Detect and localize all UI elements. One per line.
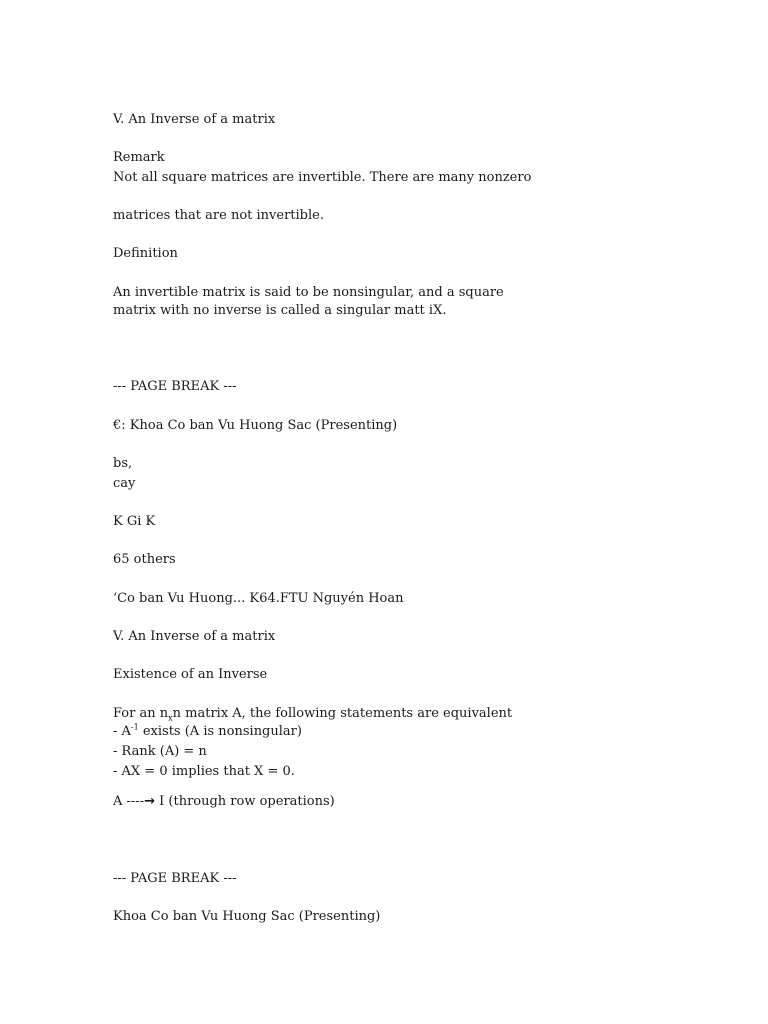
row-ops-text: I (through row operations) bbox=[155, 794, 335, 809]
remark-text-line1: Not all square matrices are invertible. There are many nonzero bbox=[113, 170, 532, 185]
list-item: - Rank (A) = n bbox=[113, 744, 207, 759]
row-operations-line bbox=[113, 793, 335, 811]
definition-heading: Definition bbox=[113, 246, 178, 261]
definition-text-line1: An invertible matrix is said to be nonsingular, and a square bbox=[113, 285, 504, 300]
page-break-marker: --- PAGE BREAK --- bbox=[113, 871, 237, 886]
list-item bbox=[113, 723, 302, 741]
intro-text: n matrix A, the following statements are equivalent bbox=[172, 706, 513, 721]
superscript-inverse: -1 bbox=[130, 722, 139, 732]
right-arrow-icon: → bbox=[144, 794, 155, 809]
row-ops-text: A ---- bbox=[113, 794, 145, 809]
list-item: - AX = 0 implies that X = 0. bbox=[113, 764, 295, 779]
others-count: 65 others bbox=[113, 552, 176, 567]
subsection-heading: Existence of an Inverse bbox=[113, 667, 268, 682]
page-break-marker: --- PAGE BREAK --- bbox=[113, 379, 237, 394]
item-text: exists (A is nonsingular) bbox=[138, 724, 302, 739]
presenting-line: €: Khoa Co ban Vu Huong Sac (Presenting) bbox=[113, 418, 398, 433]
presenting-line: Khoa Co ban Vu Huong Sac (Presenting) bbox=[113, 909, 381, 924]
definition-text-line2: matrix with no inverse is called a singular matt iX. bbox=[113, 303, 447, 318]
subscript-x: x bbox=[168, 713, 173, 723]
equivalence-intro bbox=[113, 705, 512, 723]
participants-line: ‘Co ban Vu Huong... K64.FTU Nguyén Hoan bbox=[113, 591, 404, 606]
remark-heading: Remark bbox=[113, 150, 165, 165]
stray-text: cay bbox=[113, 476, 136, 491]
intro-text: For an n bbox=[113, 706, 169, 721]
stray-text: bs, bbox=[113, 456, 133, 471]
section-title: V. An Inverse of a matrix bbox=[113, 629, 276, 644]
section-title: V. An Inverse of a matrix bbox=[113, 112, 276, 127]
item-text: - A bbox=[113, 724, 131, 739]
stray-text: K Gi K bbox=[113, 514, 156, 529]
remark-text-line2: matrices that are not invertible. bbox=[113, 208, 324, 223]
